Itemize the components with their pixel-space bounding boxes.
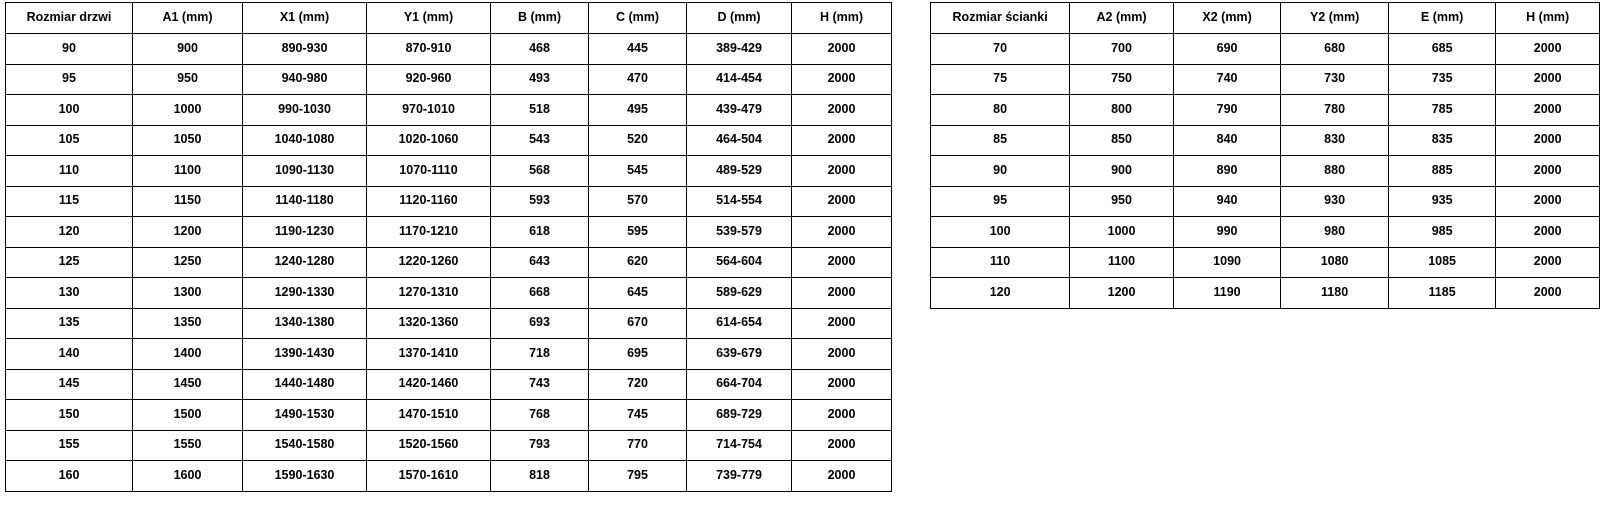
table-cell: 1180 — [1281, 278, 1389, 309]
table-cell: 614-654 — [687, 308, 792, 339]
table-cell: 2000 — [792, 369, 892, 400]
table-row — [931, 278, 1600, 309]
table-cell: 90 — [931, 156, 1070, 187]
table-cell: 885 — [1388, 156, 1496, 187]
table-cell: 1140-1180 — [243, 186, 367, 217]
column-header-door-size: Rozmiar drzwi — [6, 3, 133, 34]
table-row — [931, 64, 1600, 95]
table-cell: 714-754 — [687, 430, 792, 461]
table-cell: 2000 — [792, 34, 892, 65]
table-cell: 110 — [931, 247, 1070, 278]
table-cell: 1000 — [1070, 217, 1174, 248]
table-row — [6, 247, 892, 278]
table-cell: 1270-1310 — [367, 278, 491, 309]
table-cell: 1550 — [133, 430, 243, 461]
table-cell: 1185 — [1388, 278, 1496, 309]
table-cell: 690 — [1173, 34, 1281, 65]
table-cell: 110 — [6, 156, 133, 187]
table-cell: 120 — [6, 217, 133, 248]
table-cell: 818 — [491, 461, 589, 492]
table-cell: 745 — [589, 400, 687, 431]
table-cell: 389-429 — [687, 34, 792, 65]
table-cell: 940-980 — [243, 64, 367, 95]
table-cell: 1050 — [133, 125, 243, 156]
table-cell: 668 — [491, 278, 589, 309]
table-row — [6, 186, 892, 217]
table-cell: 130 — [6, 278, 133, 309]
table-cell: 664-704 — [687, 369, 792, 400]
table-cell: 1220-1260 — [367, 247, 491, 278]
table-cell: 1020-1060 — [367, 125, 491, 156]
table-cell: 414-454 — [687, 64, 792, 95]
table-cell: 464-504 — [687, 125, 792, 156]
table-cell: 1000 — [133, 95, 243, 126]
table-cell: 80 — [931, 95, 1070, 126]
table-header-row — [6, 3, 892, 34]
column-header-wall-size: Rozmiar ścianki — [931, 3, 1070, 34]
table-cell: 120 — [931, 278, 1070, 309]
table-cell: 1290-1330 — [243, 278, 367, 309]
table-row — [6, 430, 892, 461]
table-row — [931, 247, 1600, 278]
table-row — [6, 156, 892, 187]
table-cell: 900 — [133, 34, 243, 65]
table-cell: 1200 — [1070, 278, 1174, 309]
doors-table-head — [6, 3, 892, 34]
table-cell: 100 — [6, 95, 133, 126]
table-cell: 685 — [1388, 34, 1496, 65]
table-cell: 564-604 — [687, 247, 792, 278]
table-cell: 1340-1380 — [243, 308, 367, 339]
table-cell: 695 — [589, 339, 687, 370]
table-cell: 920-960 — [367, 64, 491, 95]
table-header-row — [931, 3, 1600, 34]
table-cell: 680 — [1281, 34, 1389, 65]
table-cell: 543 — [491, 125, 589, 156]
table-cell: 115 — [6, 186, 133, 217]
table-cell: 1085 — [1388, 247, 1496, 278]
table-cell: 155 — [6, 430, 133, 461]
table-cell: 1350 — [133, 308, 243, 339]
table-cell: 620 — [589, 247, 687, 278]
table-cell: 930 — [1281, 186, 1389, 217]
table-cell: 693 — [491, 308, 589, 339]
table-cell: 1500 — [133, 400, 243, 431]
table-cell: 100 — [931, 217, 1070, 248]
table-cell: 539-579 — [687, 217, 792, 248]
table-cell: 2000 — [792, 156, 892, 187]
table-cell: 145 — [6, 369, 133, 400]
column-header-d: D (mm) — [687, 3, 792, 34]
table-cell: 835 — [1388, 125, 1496, 156]
table-cell: 2000 — [792, 339, 892, 370]
table-cell: 2000 — [1496, 247, 1600, 278]
table-cell: 1600 — [133, 461, 243, 492]
table-cell: 935 — [1388, 186, 1496, 217]
table-cell: 493 — [491, 64, 589, 95]
column-header-h: H (mm) — [1496, 3, 1600, 34]
table-cell: 700 — [1070, 34, 1174, 65]
table-cell: 990 — [1173, 217, 1281, 248]
table-cell: 2000 — [1496, 95, 1600, 126]
table-cell: 618 — [491, 217, 589, 248]
column-header-y2: Y2 (mm) — [1281, 3, 1389, 34]
table-cell: 593 — [491, 186, 589, 217]
table-cell: 870-910 — [367, 34, 491, 65]
table-cell: 140 — [6, 339, 133, 370]
table-row — [6, 64, 892, 95]
table-cell: 1590-1630 — [243, 461, 367, 492]
table-cell: 595 — [589, 217, 687, 248]
walls-table-head — [931, 3, 1600, 34]
table-cell: 1490-1530 — [243, 400, 367, 431]
table-cell: 445 — [589, 34, 687, 65]
table-cell: 730 — [1281, 64, 1389, 95]
table-cell: 439-479 — [687, 95, 792, 126]
table-cell: 2000 — [1496, 125, 1600, 156]
table-row — [6, 217, 892, 248]
table-cell: 75 — [931, 64, 1070, 95]
table-cell: 514-554 — [687, 186, 792, 217]
table-cell: 890 — [1173, 156, 1281, 187]
doors-table-container — [5, 2, 892, 492]
table-row — [6, 308, 892, 339]
table-cell: 2000 — [792, 247, 892, 278]
table-cell: 1420-1460 — [367, 369, 491, 400]
table-cell: 2000 — [792, 64, 892, 95]
column-header-h: H (mm) — [792, 3, 892, 34]
table-cell: 160 — [6, 461, 133, 492]
table-cell: 85 — [931, 125, 1070, 156]
table-cell: 750 — [1070, 64, 1174, 95]
table-cell: 800 — [1070, 95, 1174, 126]
table-cell: 520 — [589, 125, 687, 156]
table-cell: 2000 — [1496, 156, 1600, 187]
table-cell: 645 — [589, 278, 687, 309]
table-cell: 105 — [6, 125, 133, 156]
table-cell: 830 — [1281, 125, 1389, 156]
table-cell: 900 — [1070, 156, 1174, 187]
table-cell: 2000 — [792, 461, 892, 492]
table-cell: 785 — [1388, 95, 1496, 126]
table-cell: 495 — [589, 95, 687, 126]
table-cell: 880 — [1281, 156, 1389, 187]
table-cell: 589-629 — [687, 278, 792, 309]
table-cell: 1120-1160 — [367, 186, 491, 217]
table-cell: 1450 — [133, 369, 243, 400]
table-row — [6, 95, 892, 126]
table-cell: 1390-1430 — [243, 339, 367, 370]
table-cell: 940 — [1173, 186, 1281, 217]
table-cell: 1240-1280 — [243, 247, 367, 278]
table-cell: 150 — [6, 400, 133, 431]
table-cell: 2000 — [792, 95, 892, 126]
table-cell: 1070-1110 — [367, 156, 491, 187]
table-cell: 720 — [589, 369, 687, 400]
table-cell: 689-729 — [687, 400, 792, 431]
table-cell: 1090 — [1173, 247, 1281, 278]
table-row — [6, 34, 892, 65]
table-cell: 70 — [931, 34, 1070, 65]
table-cell: 770 — [589, 430, 687, 461]
table-cell: 970-1010 — [367, 95, 491, 126]
table-row — [6, 369, 892, 400]
table-cell: 470 — [589, 64, 687, 95]
table-cell: 1080 — [1281, 247, 1389, 278]
table-cell: 639-679 — [687, 339, 792, 370]
table-cell: 670 — [589, 308, 687, 339]
table-cell: 1400 — [133, 339, 243, 370]
table-row — [931, 186, 1600, 217]
table-cell: 735 — [1388, 64, 1496, 95]
table-cell: 1370-1410 — [367, 339, 491, 370]
table-cell: 135 — [6, 308, 133, 339]
column-header-x1: X1 (mm) — [243, 3, 367, 34]
table-cell: 793 — [491, 430, 589, 461]
table-cell: 950 — [1070, 186, 1174, 217]
table-cell: 2000 — [792, 278, 892, 309]
table-cell: 1170-1210 — [367, 217, 491, 248]
table-cell: 1200 — [133, 217, 243, 248]
table-cell: 1540-1580 — [243, 430, 367, 461]
table-row — [6, 339, 892, 370]
column-header-y1: Y1 (mm) — [367, 3, 491, 34]
table-cell: 1150 — [133, 186, 243, 217]
table-cell: 740 — [1173, 64, 1281, 95]
column-header-a1: A1 (mm) — [133, 3, 243, 34]
table-cell: 1570-1610 — [367, 461, 491, 492]
table-cell: 2000 — [1496, 278, 1600, 309]
table-cell: 790 — [1173, 95, 1281, 126]
column-header-c: C (mm) — [589, 3, 687, 34]
table-cell: 990-1030 — [243, 95, 367, 126]
column-header-b: B (mm) — [491, 3, 589, 34]
table-cell: 743 — [491, 369, 589, 400]
table-cell: 125 — [6, 247, 133, 278]
table-cell: 1250 — [133, 247, 243, 278]
table-row — [931, 34, 1600, 65]
walls-specification-table — [930, 2, 1600, 309]
table-cell: 1520-1560 — [367, 430, 491, 461]
walls-table-body — [931, 34, 1600, 309]
table-cell: 1100 — [133, 156, 243, 187]
column-header-a2: A2 (mm) — [1070, 3, 1174, 34]
table-cell: 468 — [491, 34, 589, 65]
doors-specification-table — [5, 2, 892, 492]
table-cell: 950 — [133, 64, 243, 95]
table-cell: 1300 — [133, 278, 243, 309]
doors-table-body — [6, 34, 892, 492]
table-cell: 1320-1360 — [367, 308, 491, 339]
table-cell: 2000 — [792, 308, 892, 339]
table-cell: 1100 — [1070, 247, 1174, 278]
table-cell: 780 — [1281, 95, 1389, 126]
table-row — [931, 156, 1600, 187]
table-row — [931, 217, 1600, 248]
table-cell: 890-930 — [243, 34, 367, 65]
column-header-e: E (mm) — [1388, 3, 1496, 34]
table-cell: 739-779 — [687, 461, 792, 492]
table-cell: 570 — [589, 186, 687, 217]
table-cell: 2000 — [1496, 186, 1600, 217]
table-cell: 2000 — [792, 217, 892, 248]
table-cell: 718 — [491, 339, 589, 370]
table-cell: 1040-1080 — [243, 125, 367, 156]
table-row — [6, 125, 892, 156]
table-cell: 795 — [589, 461, 687, 492]
table-cell: 489-529 — [687, 156, 792, 187]
table-cell: 545 — [589, 156, 687, 187]
table-cell: 95 — [931, 186, 1070, 217]
table-cell: 2000 — [792, 400, 892, 431]
table-cell: 2000 — [792, 430, 892, 461]
table-cell: 768 — [491, 400, 589, 431]
table-cell: 2000 — [792, 186, 892, 217]
table-row — [6, 400, 892, 431]
table-cell: 2000 — [1496, 34, 1600, 65]
table-cell: 1190-1230 — [243, 217, 367, 248]
table-row — [931, 95, 1600, 126]
table-cell: 1440-1480 — [243, 369, 367, 400]
table-cell: 90 — [6, 34, 133, 65]
table-cell: 840 — [1173, 125, 1281, 156]
table-row — [6, 278, 892, 309]
table-cell: 1090-1130 — [243, 156, 367, 187]
table-row — [931, 125, 1600, 156]
table-cell: 985 — [1388, 217, 1496, 248]
table-cell: 2000 — [1496, 64, 1600, 95]
table-cell: 850 — [1070, 125, 1174, 156]
column-header-x2: X2 (mm) — [1173, 3, 1281, 34]
walls-table-container — [930, 2, 1600, 309]
table-cell: 2000 — [792, 125, 892, 156]
table-cell: 2000 — [1496, 217, 1600, 248]
table-cell: 643 — [491, 247, 589, 278]
table-cell: 568 — [491, 156, 589, 187]
table-cell: 980 — [1281, 217, 1389, 248]
table-cell: 95 — [6, 64, 133, 95]
table-cell: 518 — [491, 95, 589, 126]
table-cell: 1470-1510 — [367, 400, 491, 431]
table-cell: 1190 — [1173, 278, 1281, 309]
table-row — [6, 461, 892, 492]
